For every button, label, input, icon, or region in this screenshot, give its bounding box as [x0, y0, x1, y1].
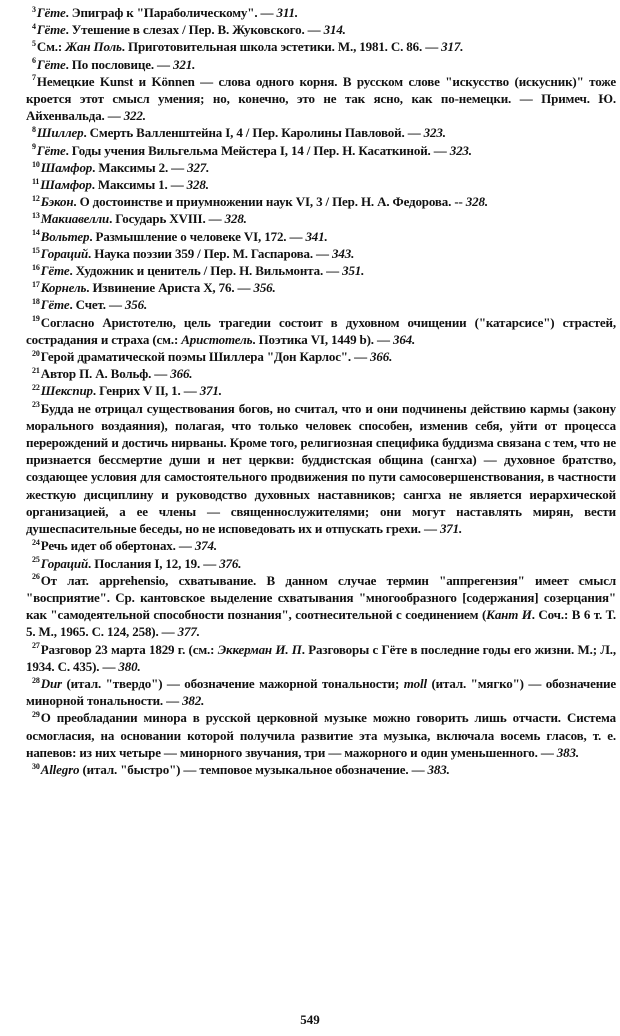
- endnote-italic-text: 366.: [170, 366, 193, 382]
- endnote-italic-text: 376.: [219, 555, 242, 571]
- endnote-number: 5: [32, 39, 36, 49]
- endnote-text: (итал. "быстро") — темповое музыкальное обозначение. —: [79, 761, 428, 777]
- endnote-italic-text: 317.: [441, 39, 464, 55]
- endnote-text: . Поэтика VI, 1449 b). —: [252, 331, 393, 347]
- endnote-italic-text: Шамфор: [40, 159, 93, 175]
- endnote-text: . По пословице. —: [65, 56, 174, 72]
- endnote: [26, 365, 616, 382]
- endnote-text: Разговор 23 марта 1829 г. (см.:: [40, 641, 218, 657]
- endnote-number: 23: [32, 400, 40, 410]
- endnote: [26, 262, 616, 279]
- endnote-text: . Эпиграф к "Параболическому". —: [65, 5, 277, 20]
- endnote-italic-text: Гёте: [36, 56, 66, 72]
- endnote-number: 12: [32, 193, 40, 203]
- endnote-text: . Генрих V II, 1. —: [92, 383, 200, 399]
- endnote-italic-text: 328.: [224, 211, 247, 227]
- endnote-italic-text: Эккерман И. П: [217, 641, 302, 657]
- endnote: [26, 537, 616, 554]
- endnote: [26, 142, 616, 159]
- endnote-text: . Приготовительная школа эстетики. М., 1981. С. 86. —: [121, 39, 442, 55]
- endnote-italic-text: 321.: [173, 56, 196, 72]
- endnote-italic-text: Шиллер: [36, 125, 84, 141]
- endnote-italic-text: moll: [403, 675, 427, 691]
- endnote-text: . Максимы 2. —: [92, 159, 188, 175]
- endnote-number: 4: [32, 21, 36, 31]
- endnote: [26, 21, 616, 38]
- endnote-italic-text: Гораций: [40, 245, 89, 261]
- endnote-italic-text: Кант И: [486, 607, 532, 623]
- endnote-text: . Извинение Ариста X, 76. —: [86, 280, 254, 296]
- endnote: [26, 38, 616, 55]
- endnote: [26, 572, 616, 641]
- endnote-italic-text: 356.: [124, 297, 148, 313]
- endnote-text: . Размышление о человеке VI, 172. —: [89, 228, 306, 244]
- endnote-number: 19: [32, 314, 40, 324]
- endnote-italic-text: 366.: [370, 349, 393, 365]
- endnote-italic-text: 374.: [194, 538, 217, 554]
- endnote-number: 22: [32, 383, 40, 393]
- endnote-number: 24: [32, 537, 40, 547]
- endnote-italic-text: Вольтер: [40, 228, 90, 244]
- endnote-italic-text: 314.: [323, 22, 346, 38]
- endnote-italic-text: 343.: [332, 245, 355, 261]
- endnote-text: . Государь XVIII. —: [109, 211, 225, 227]
- endnote-number: 20: [32, 348, 40, 358]
- endnote-italic-text: Шамфор: [40, 177, 92, 193]
- endnote-text: . Послания I, 12, 19. —: [88, 555, 220, 571]
- endnote-italic-text: Жан Поль: [65, 39, 122, 55]
- endnote: [26, 56, 616, 73]
- endnote-number: 9: [32, 142, 36, 152]
- endnote-italic-text: Гораций: [40, 555, 89, 571]
- endnotes-list: [26, 4, 616, 778]
- endnote-number: 11: [32, 176, 40, 186]
- endnote-text: (итал. "мягко") — обозначение минорной тональности. —: [26, 675, 616, 709]
- endnote-number: 13: [32, 211, 40, 221]
- endnote: [26, 176, 616, 193]
- endnote: [26, 314, 616, 348]
- endnote-text: . Разговоры с Гёте в последние годы его жизни. М.; Л., 1934. С. 435). —: [26, 641, 616, 674]
- endnote-italic-text: 383.: [427, 761, 450, 777]
- endnote: [26, 159, 616, 176]
- endnote-italic-text: 328.: [465, 194, 488, 210]
- endnote-text: . Годы учения Вильгельма Мейстера I, 14 / Пер. Н. Касаткиной. —: [65, 142, 450, 158]
- endnote-text: Герой драматической поэмы Шиллера "Дон Карлос". —: [40, 349, 371, 365]
- endnote: [26, 279, 616, 296]
- endnote-italic-text: 341.: [305, 228, 328, 244]
- endnote-number: 6: [32, 56, 36, 66]
- endnote-italic-text: 356.: [253, 280, 276, 296]
- endnote-text: . Художник и ценитель / Пер. Н. Вильмонта. —: [69, 263, 343, 279]
- endnote-italic-text: 364.: [392, 331, 416, 347]
- endnote-number: 16: [32, 262, 40, 272]
- endnote-italic-text: Аристотель: [181, 331, 253, 347]
- endnote-text: Немецкие Kunst и Können — слова одного корня. В русском слове "искусство (искусник)" тоже кроется этот смысл умения; но, конечно, это не так ясно, как по-немецки. — Примеч. Ю. Айхенвальда. —: [26, 73, 616, 124]
- endnote: [26, 555, 616, 572]
- endnote-text: См.:: [36, 39, 66, 55]
- endnote-text: (итал. "твердо") — обозначение мажорной тональности;: [61, 675, 404, 691]
- endnote-italic-text: Бэкон: [40, 194, 74, 210]
- endnote-text: . Счет. —: [69, 297, 125, 313]
- endnote-text: От лат. apprehensio, схватывание. В данном случае термин "аппрегензия" имеет смысл "восприятие". Ср. кантовское выделение схватывания "многообразного [содержания] созерцания" как "самодеятельной способности познания", соотнесительной с соединением (: [26, 572, 616, 623]
- endnote-text: Будда не отрицал существования богов, но считал, что и они подчинены действию кармы (закону морального воздаяния), полагая, что только человек способен, изменив себя, уйти от процесса перерождений и достичь нирваны. Кроме того, религиозная специфика буддизма связана с тем, что не признается бессмертие души и нет церкви: буддистская община (сангха) — духовное братство, создающее условия для самостоятельного продвижения по пути самосовершенствования, в частности жесткую дисциплину и руководство духовных наставников; сангха не является иерархической организацией, а ее члены — священнослужителями; они могут наставлять мирян, вести душеспасительные беседы, но не исповедовать их и отпускать грехи. —: [26, 400, 616, 537]
- endnote: [26, 296, 616, 313]
- endnote-number: 30: [32, 761, 40, 771]
- endnote: [26, 4, 616, 21]
- endnote-italic-text: 371.: [439, 521, 463, 537]
- endnote: [26, 382, 616, 399]
- endnote-italic-text: 377.: [177, 624, 200, 640]
- endnote: [26, 641, 616, 675]
- endnote-italic-text: Макиавелли: [40, 211, 110, 227]
- endnote-number: 10: [32, 159, 40, 169]
- endnote-number: 7: [32, 73, 36, 83]
- endnote-italic-text: 311.: [276, 5, 298, 20]
- endnote-number: 21: [32, 365, 40, 375]
- endnote-number: 3: [32, 4, 36, 14]
- endnote-italic-text: 351.: [342, 263, 365, 279]
- endnote-italic-text: 380.: [118, 658, 141, 674]
- endnote-number: 28: [32, 675, 40, 685]
- endnote: [26, 228, 616, 245]
- endnote-text: . О достоинстве и приумножении наук VI, 3 / Пер. Н. А. Федорова. --: [73, 194, 466, 210]
- endnote: [26, 709, 616, 761]
- endnote-text: . Наука поэзии 359 / Пер. М. Гаспарова. —: [88, 245, 333, 261]
- endnote-italic-text: 323.: [449, 142, 472, 158]
- endnote-number: 17: [32, 279, 40, 289]
- endnote: [26, 193, 616, 210]
- endnote: [26, 73, 616, 125]
- endnote-italic-text: Гёте: [40, 297, 70, 313]
- endnote-number: 15: [32, 245, 40, 255]
- endnote-italic-text: Allegro: [40, 761, 80, 777]
- endnote-italic-text: 371.: [199, 383, 222, 399]
- endnote-number: 18: [32, 297, 40, 307]
- endnote-italic-text: 382.: [182, 693, 205, 709]
- endnote-italic-text: Гёте: [40, 263, 70, 279]
- endnote-number: 29: [32, 710, 40, 719]
- endnote-text: . Смерть Валленштейна I, 4 / Пер. Каролины Павловой. —: [83, 125, 424, 141]
- endnote: [26, 245, 616, 262]
- endnote-italic-text: Гёте: [36, 22, 66, 38]
- endnote-italic-text: 327.: [187, 159, 210, 175]
- endnote-italic-text: Гёте: [36, 142, 66, 158]
- page-number: 549: [300, 1012, 320, 1027]
- endnote-italic-text: 323.: [423, 125, 446, 141]
- endnote-italic-text: Шекспир: [40, 383, 93, 399]
- endnote-text: Автор П. А. Вольф. —: [40, 366, 171, 382]
- endnote-text: Речь идет об обертонах. —: [40, 538, 195, 554]
- endnote: [26, 210, 616, 227]
- endnote-text: . Соч.: В 6 т. Т. 5. М., 1965. С. 124, 258). —: [26, 607, 617, 640]
- endnote-text: . Максимы 1. —: [91, 177, 187, 193]
- endnote-number: 26: [32, 572, 40, 582]
- endnote-text: . Утешение в слезах / Пер. В. Жуковского. —: [65, 22, 324, 38]
- endnote-italic-text: 383.: [556, 744, 579, 760]
- endnote-italic-text: Dur: [40, 675, 62, 691]
- endnote-number: 14: [32, 228, 40, 238]
- endnote: [26, 761, 616, 778]
- endnote-italic-text: 322.: [123, 108, 146, 124]
- endnote-italic-text: 328.: [186, 177, 209, 193]
- endnote-number: 27: [32, 641, 40, 651]
- endnote-number: 8: [32, 125, 36, 135]
- endnote-text: О преобладании минора в русской церковной музыке можно говорить лишь отчасти. Система осмогласия, на основании которой получила развитие эта музыка, включала восемь гласов, т. е. напевов: из них четыре — минорного звучания, три — мажорного и один уменьшенного. —: [26, 710, 616, 760]
- endnote-italic-text: Корнель: [40, 280, 87, 296]
- endnote: [26, 348, 616, 365]
- endnote-number: 25: [32, 555, 40, 565]
- endnote: [26, 675, 616, 709]
- endnote-italic-text: Гёте: [36, 5, 66, 20]
- endnote: [26, 124, 616, 141]
- endnote-text: Согласно Аристотелю, цель трагедии состоит в духовном очищении ("катарсисе") страстей, сострадания и страха (см.:: [26, 314, 616, 347]
- endnote: [26, 400, 616, 538]
